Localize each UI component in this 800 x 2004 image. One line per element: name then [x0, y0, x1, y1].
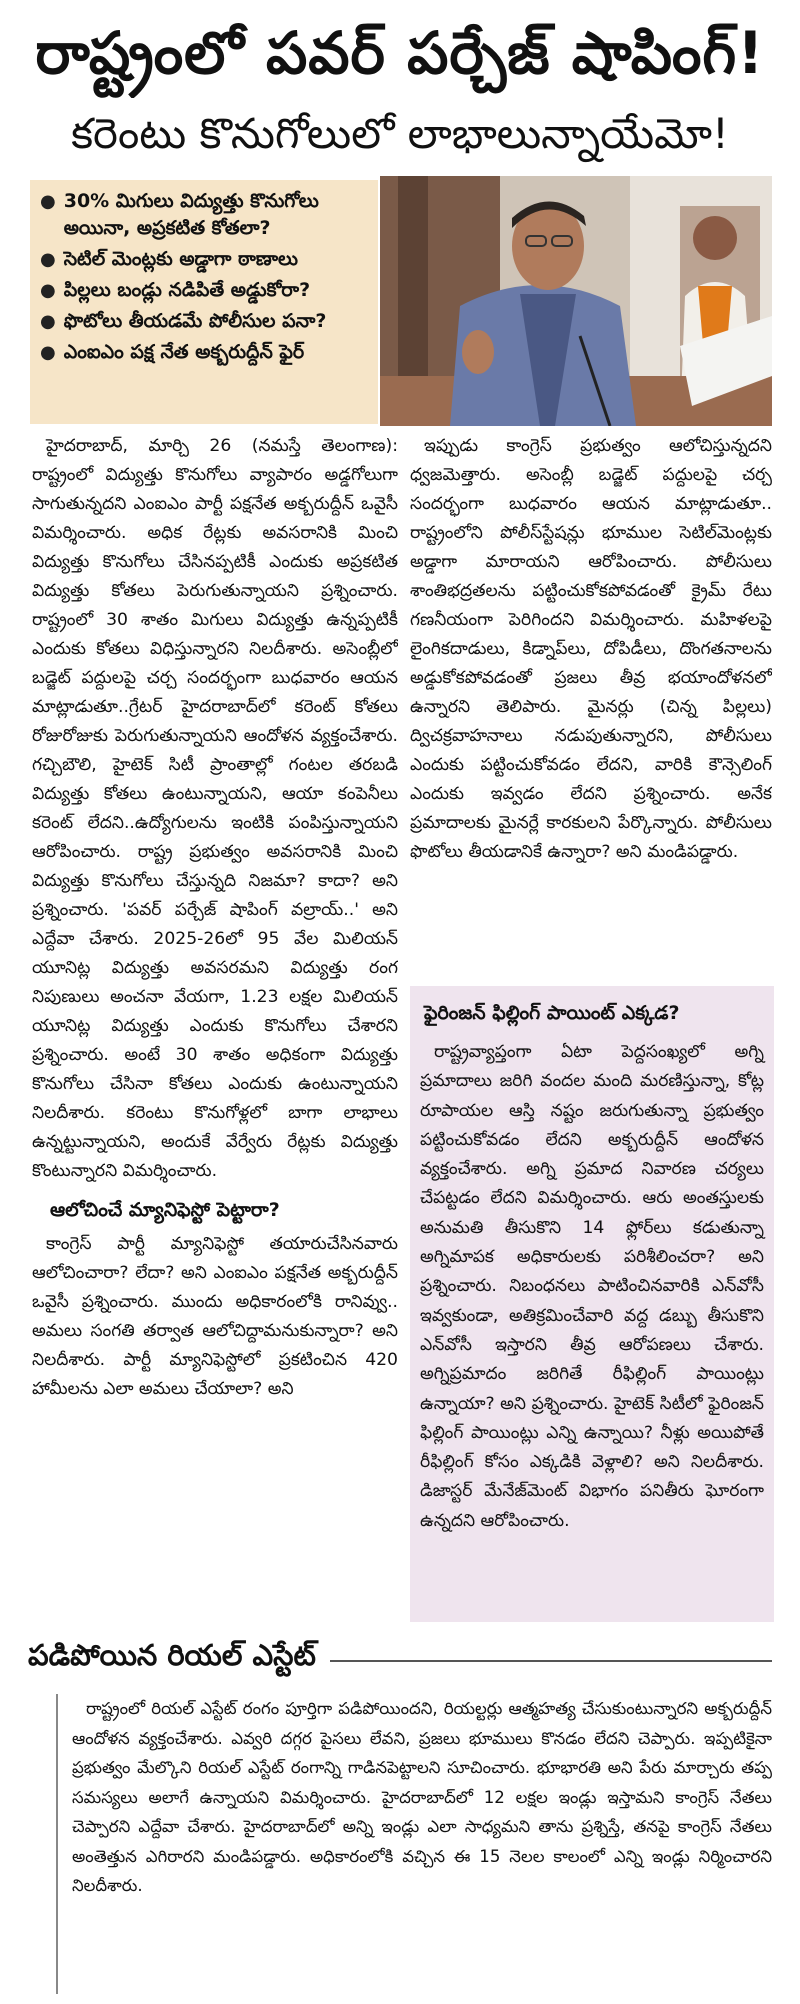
subheadline: కరెంటు కొనుగోలులో లాభాలున్నాయేమో! [71, 109, 729, 158]
fire-engine-box [410, 986, 774, 1622]
headline: రాష్ట్రంలో పవర్ పర్చేజ్ షాపింగ్! [35, 19, 765, 87]
bullet-icon: ● [40, 311, 56, 332]
bottom-section-header [28, 1632, 772, 1686]
highlight-item [40, 246, 368, 273]
body-paragraph: రాష్ట్రంలో రియల్ ఎస్టేట్ రంగం పూర్తిగా పడిపోయిందని, రియల్టర్లు ఆత్మహత్య చేసుకుంటున్నారని అక్బరుద్దీన్ ఆందోళన వ్యక్తంచేశారు. ఎవ్వరి దగ్గర పైసలు లేవని, ప్రజలు భూములు కొనడం లేదని చెప్పారు. ఇప్పటికైనా ప్రభుత్వం మేల్కొని రియల్ ఎస్టేట్ రంగాన్ని గాడినపెట్టాలని సూచించారు. భూభారతి అని పేరు మార్చారు తప్ప సమస్యలు అలాగే ఉన్నాయని విమర్శించారు. హైదరాబాద్‌లో 12 లక్షల ఇండ్లు ఇస్తామని కాంగ్రెస్ నేతలు చెప్పారని ఎద్దేవా చేశారు. హైదరాబాద్‌లో అన్ని ఇండ్లు ఎలా సాధ్యమని తాను ప్రశ్నిస్తే, తనపై కాంగ్రెస్ నేతలు అంతెత్తున ఎగిరారని మండిపడ్డారు. అధికారంలోకి వచ్చిన ఈ 15 నెలల కాలంలో ఎన్ని ఇండ్లు నిర్మించారని నిలదీశారు. [72, 1699, 772, 1895]
body-paragraph: హైదరాబాద్, మార్చి 26 (నమస్తే తెలంగాణ): రాష్ట్రంలో విద్యుత్తు కొనుగోలు వ్యాపారం అడ్డగోలుగా సాగుతున్నదని ఎంఐఎం పార్టీ పక్షనేత అక్బరుద్దీన్ ఒవైసీ విమర్శించారు. అధిక రేట్లకు అవసరానికి మించి విద్యుత్తు కొనుగోలు చేసినప్పటికీ ఎందుకు అప్రకటిత విద్యుత్తు కోతలు పెరుగుతున్నాయని ప్రశ్నించారు. రాష్ట్రంలో 30 శాతం మిగులు విద్యుత్తు ఉన్నప్పటికీ ఎందుకు కోతలు విధిస్తున్నారని నిలదీశారు. అసెంబ్లీలో బడ్జెట్ పద్దులపై చర్చ సందర్భంగా బుధవారం ఆయన మాట్లాడుతూ..గ్రేటర్ హైదరాబాద్‌లో కరెంట్ కోతలు రోజురోజుకు పెరుగుతున్నాయని ఆందోళన వ్యక్తంచేశారు. గచ్చిబౌలి, హైటెక్ సిటీ ప్రాంతాల్లో గంటల తరబడి విద్యుత్తు కోతలు ఉంటున్నాయని, ఆయా కంపెనీలు కరెంట్ లేదని..ఉద్యోగులను ఇంటికి పంపిస్తున్నాయని ఆరోపించారు. రాష్ట్ర ప్రభుత్వం అవసరానికి మించి విద్యుత్తు కొనుగోలు చేస్తున్నది నిజమా? కాదా? అని ప్రశ్నించారు. 'పవర్ పర్చేజ్ షాపింగ్ వల్రాయ్..' అని ఎద్దేవా చేశారు. 2025-26లో 95 వేల మిలియన్ యూనిట్ల విద్యుత్తు అవసరమని విద్యుత్తు రంగ నిపుణులు అంచనా వేయగా, 1.23 లక్షల మిలియన్ యూనిట్ల విద్యుత్తు ఎందుకు కొనుగోలు చేశారని ప్రశ్నించారు. అంటే 30 శాతం అధికంగా విద్యుత్తు కొనుగోలు చేసినా కోతలు ఎందుకు ఉంటున్నాయని నిలదీశారు. కరెంటు కొనుగోళ్లలో బాగా లాభాలు ఉన్నట్టున్నాయని, అందుకే వేర్వేరు రేట్లకు విద్యుత్తు కొంటున్నారని విమర్శించారు. [32, 436, 398, 1181]
highlight-item [40, 339, 368, 366]
bullet-icon: ● [40, 280, 56, 301]
divider-rule [330, 1660, 772, 1662]
highlight-text: ఫొటోలు తీయడమే పోలీసుల పనా? [63, 310, 327, 332]
body-paragraph: ఇప్పుడు కాంగ్రెస్ ప్రభుత్వం ఆలోచిస్తున్నదని ధ్వజమెత్తారు. అసెంబ్లీ బడ్జెట్ పద్దులపై చర్చ సందర్భంగా బుధవారం ఆయన మాట్లాడుతూ.. రాష్ట్రంలోని పోలీస్‌స్టేషన్లు భూముల సెటిల్‌మెంట్లకు అడ్డాగా మారాయని ఆరోపించారు. పోలీసులు శాంతిభద్రతలను పట్టించుకోకపోవడంతో క్రైమ్ రేటు గణనీయంగా పెరిగిందని విమర్శించారు. మహిళలపై లైంగికదాడులు, కిడ్నాప్‌లు, దోపిడీలు, దొంగతనాలను అడ్డుకోకపోవడంతో ప్రజలు తీవ్ర భయాందోళనలో ఉన్నారని తెలిపారు. మైనర్లు (చిన్న పిల్లలు) ద్విచక్రవాహనాలు నడుపుతున్నారని, పోలీసులు ఎందుకు పట్టించుకోవడం లేదని, వారికి కౌన్సెలింగ్ ఎందుకు ఇవ్వడం లేదని ప్రశ్నించారు. అనేక ప్రమాదాలకు మైనర్లే కారకులని పేర్కొన్నారు. పోలీసులు ఫొటోలు తీయడానికే ఉన్నారా? అని మండిపడ్డారు. [410, 436, 772, 862]
box-title: ఫైరింజన్ ఫిల్లింగ్ పాయింట్ ఎక్కడ? [424, 1002, 680, 1024]
highlight-text: సెటిల్ మెంట్లకు అడ్డాగా ఠాణాలు [63, 248, 298, 270]
speaker-photo [380, 176, 772, 426]
highlights-box [30, 180, 378, 424]
highlight-text: పిల్లలు బండ్లు నడిపితే అడ్డుకోరా? [63, 279, 311, 301]
highlight-item [40, 277, 368, 304]
highlight-text: 30% మిగులు విద్యుత్తు కొనుగోలు అయినా, అప్రకటిత కోతలా? [63, 190, 319, 239]
right-column [410, 432, 772, 934]
highlight-text: ఎంఐఎం పక్ష నేత అక్బరుద్దీన్ ఫైర్ [63, 341, 305, 363]
speaker-photo-illustration [380, 176, 772, 426]
bullet-icon: ● [40, 342, 56, 363]
bottom-section-body [56, 1694, 772, 1994]
box-body: రాష్ట్రవ్యాప్తంగా ఏటా పెద్దసంఖ్యలో అగ్ని ప్రమాదాలు జరిగి వందల మంది మరణిస్తున్నా, కోట్ల రూపాయల ఆస్తి నష్టం జరుగుతున్నా ప్రభుత్వం పట్టించుకోవడం లేదని అక్బరుద్దీన్ ఆందోళన వ్యక్తంచేశారు. అగ్ని ప్రమాద నివారణ చర్యలు చేపట్టడం లేదని విమర్శించారు. ఆరు అంతస్తులకు అనుమతి తీసుకొని 14 ఫ్లోర్‌లు కడుతున్నా అగ్నిమాపక అధికారులకు పరిశీలించరా? అని ప్రశ్నించారు. నిబంధనలు పాటించినవారికి ఎన్‌వోసీ ఇవ్వకుండా, అతిక్రమించేవారి వద్ద డబ్బు తీసుకొని ఎన్‌వోసీ ఇస్తారని తీవ్ర ఆరోపణలు చేశారు. అగ్నిప్రమాదం జరిగితే రీఫిల్లింగ్ పాయింట్లు ఉన్నాయా? అని ప్రశ్నించారు. హైటెక్ సిటీలో ఫైరింజన్ ఫిల్లింగ్ పాయింట్లు ఎన్ని ఉన్నాయి? నీళ్లు అయిపోతే రీఫిల్లింగ్ కోసం ఎక్కడికి వెళ్లాలి? అని నిలదీశారు. డిజాస్టర్ మేనేజ్‌మెంట్ విభాగం పనితీరు ఘోరంగా ఉన్నదని ఆరోపించారు. [420, 1042, 764, 1531]
section-subheading: ఆలోచించే మ్యానిఫెస్టో పెట్టారా? [50, 1199, 280, 1221]
body-paragraph: కాంగ్రెస్ పార్టీ మ్యానిఫెస్టో తయారుచేసినవారు ఆలోచించారా? లేదా? అని ఎంఐఎం పక్షనేత అక్బరుద్దీన్ ఒవైసీ ప్రశ్నించారు. ముందు అధికారంలోకి రానివ్వు.. అమలు సంగతి తర్వాత ఆలోచిద్దామనుకున్నారా? అని నిలదీశారు. పార్టీ మ్యానిఫెస్టోలో ప్రకటించిన 420 హామీలను ఎలా అమలు చేయాలా? అని [32, 1234, 398, 1399]
left-column [32, 432, 398, 1618]
bullet-icon: ● [40, 249, 56, 270]
bullet-icon: ● [40, 191, 56, 212]
highlight-item [40, 308, 368, 335]
highlight-item [40, 188, 368, 242]
bottom-section-title: పడిపోయిన రియల్ ఎస్టేట్ [28, 1638, 316, 1672]
